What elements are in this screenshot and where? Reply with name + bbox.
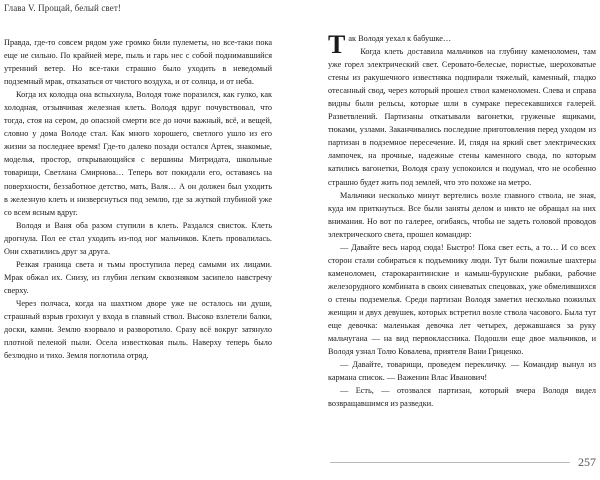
left-column — [4, 36, 272, 362]
paragraph: — Давайте, товарищи, проведем перекличку. — Командир вынул из кармана список. — Важенин Влас Иванович! — [328, 360, 596, 383]
drop-cap: Т — [328, 30, 346, 59]
right-column — [328, 32, 596, 410]
page-number: 257 — [578, 455, 596, 469]
paragraph: Когда клеть доставила мальчиков на глубину каменоломен, там уже горел электрический свет. Серовато-белесые, пористые, шероховатые стены из ракушечного известняка подпирали тяжелый, каменный, гладко отесанный свод, через который прошел ствол каменоломен. Слева и справа видны были рельсы, которые шли в сумраке пересекавшихся галерей. Разветвлений. Партизаны откатывали вагонетки, груженые ящиками, тюками, узлами. Заканчивались последние приготовления перед уходом из партизан в подземное пересечение. И, глядя на яркий свет электрических лампочек, на прочные, надежные стены каменного свода, по которым катились вагонетки, Володя сразу успокоился и подумал, что не особенно страшно будет жить под землей, что это похоже на метро. — [328, 47, 596, 187]
paragraph: Резкая граница света и тьмы проступила перед самыми их лицами. Мрак обжал их. Снизу, из глубин легким сквозняком засипело навстречу сверху. — [4, 259, 272, 295]
running-head: Глава V. Прощай, белый свет! — [4, 3, 121, 13]
paragraph: — Давайте весь народ сюда! Быстро! Пока свет есть, а то… И со всех сторон стали собираться к подъемнику люди. Тут были пожилые шахтеры каменоломен, старокарантинские и камыш-бурунские рыбаки, рабочие железорудного комбината в своих синеватых спецовках, уже обмелившихся о стены подземелья. Среди партизан Володя заметил несколько пожилых женщин и двух девушек, которых встретил возле ствола часового. Была тут еще девочка: маленькая девочка лет четырех, державшаяся за руку мальчугана — на вид первоклассника. Подошли еще двое мальчиков, и Володя узнал Толю Ковалева, приятеля Вани Гриценко. — [328, 242, 596, 357]
paragraph: Мальчики несколько минут вертелись возле главного ствола, не зная, куда им приткнуться. Все были заняты делом и никто не обращал на них внимания. Но вот по галерее, огибаясь, чтобы не задеть головой проводов электрического света, прошел командир: — [328, 190, 596, 239]
paragraph: Когда их колодца она вспыхнула, Володя тоже поразился, как гулко, как холодная, отзывчивая железная клеть. Володя вдруг почувствовал, что тогда, стоя на сером, до опасной смерти все до ночи важный, всё, и вещей, словно у дома Володе стал. Как много хорошего, светлого ушло из его жизни за последнее время! Где-то далеко позади остался Артек, знакомые, моделья, простор, открывающийся с вершины Митридата, школьные товарищи, Светлана Смирнова… Теперь вот покидали его, оставаясь на поверхности, беззаботное детство, мать, Валя… А он должен был уходить в железную клеть и низвергнуться под землю, где за жуткой глубиной уже со всем ясным вдруг. — [4, 90, 272, 217]
footer-rule — [330, 462, 570, 463]
paragraph: Володя и Ваня оба разом ступили в клеть. Раздался свисток. Клеть дрогнула. Пол ее стал уходить из-под ног мальчиков. Клеть провалилась. Они схватились друг за друга. — [4, 220, 272, 256]
paragraph: — Есть, — отозвался партизан, который вчера Володя видел возвращавшимся из разведки. — [328, 386, 596, 409]
paragraph: Через полчаса, когда на шахтном дворе уже не осталось ни души, страшный взрыв грохнул у входа в главный ствол. Высоко взлетели балки, доски, камни. Землю взорвало и разворотило. Сразу всё вокруг затянуло плотной пеленой пыли. Осела известковая пыль. Наверху теперь было безлюдно и тихо. Земля поглотила отряд. — [4, 298, 272, 361]
opening-text: ак Володя уехал к бабушке… — [348, 34, 452, 43]
opening-paragraph — [328, 30, 596, 59]
paragraph: Правда, где-то совсем рядом уже громко били пулеметы, но все-таки пока еще не сильно. По крайней мере, пыль и гарь нес с собой поднимавшийся утренний ветер. Но все-таки страшно было уходить в неведомый подземный мрак, отказаться от чистого воздуха, и от солнца, и от неба. — [4, 38, 272, 87]
